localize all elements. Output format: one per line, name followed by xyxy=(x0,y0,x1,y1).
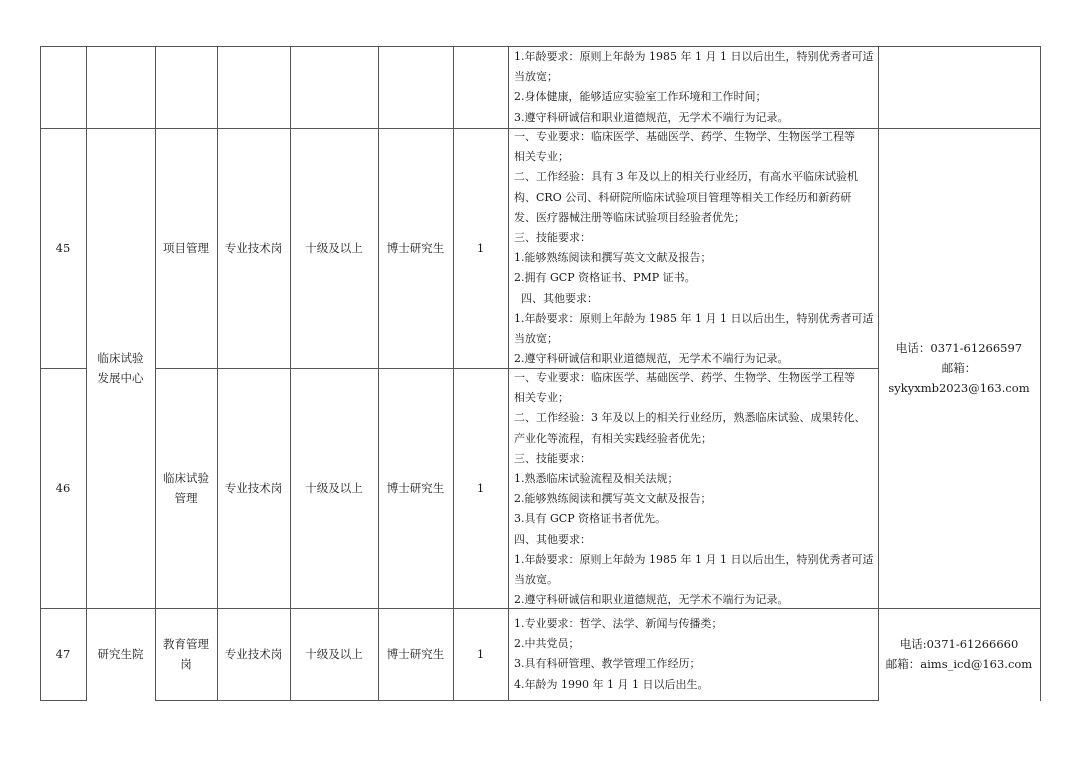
position-level: 十级及以上 xyxy=(305,241,363,255)
position-name xyxy=(155,128,217,368)
requirement-line: 二、工作经验：3 年及以上的相关行业经历，熟悉临床试验、成果转化、 xyxy=(514,411,866,425)
requirement-line: 1.专业要求：哲学、法学、新闻与传播类； xyxy=(514,617,723,630)
requirement-line: 相关专业； xyxy=(514,391,569,405)
requirement-line: 当放宽。 xyxy=(514,572,558,586)
requirement-line: 4.年龄为 1990 年 1 月 1 日以后出生。 xyxy=(514,677,709,691)
requirement-line: 3.遵守科研诚信和职业道德规范，无学术不端行为记录。 xyxy=(514,110,789,124)
department-name-line: 临床试验 xyxy=(97,351,144,365)
requirement-line: 一、专业要求：临床医学、基础医学、药学、生物学、生物医学工程等 xyxy=(514,130,855,143)
requirement-line: 1.年龄要求：原则上年龄为 1985 年 1 月 1 日以后出生，特别优秀者可适 xyxy=(514,311,874,325)
contact-phone: 电话：0371-61266597 xyxy=(895,341,1023,355)
contact-email: 邮箱：sykyxmb2023@163.com xyxy=(888,361,1030,395)
department-name xyxy=(86,128,155,608)
requirement-line: 一、专业要求：临床医学、基础医学、药学、生物学、生物医学工程等 xyxy=(514,371,855,384)
table-bottom-border xyxy=(40,700,86,701)
position-name-line: 岗 xyxy=(180,657,192,671)
requirement-line: 3.具有 GCP 资格证书者优先。 xyxy=(514,512,667,526)
row-number: 45 xyxy=(55,241,71,255)
department-name: 研究生院 xyxy=(97,647,144,661)
education-requirement: 博士研究生 xyxy=(386,647,445,661)
requirements-cell xyxy=(514,47,873,128)
requirement-line: 产业化等流程，有相关实践经验者优先； xyxy=(514,431,712,445)
requirement-line: 二、工作经验：具有 3 年及以上的相关行业经历，有高水平临床试验机 xyxy=(514,170,858,184)
requirement-line: 三、技能要求： xyxy=(514,230,591,244)
requirement-line: 2.身体健康，能够适应实验室工作环境和工作时间； xyxy=(514,90,767,104)
requirement-line: 2.遵守科研诚信和职业道德规范，无学术不端行为记录。 xyxy=(514,593,789,607)
requirement-line: 2.拥有 GCP 资格证书、PMP 证书。 xyxy=(514,271,696,285)
column-divider xyxy=(1040,46,1041,701)
requirement-line: 1.年龄要求：原则上年龄为 1985 年 1 月 1 日以后出生，特别优秀者可适 xyxy=(514,50,874,63)
position-name xyxy=(155,608,217,700)
headcount: 1 xyxy=(476,647,485,661)
contact-phone: 电话:0371-61266660 xyxy=(899,637,1019,651)
position-name xyxy=(155,368,217,608)
position-type: 专业技术岗 xyxy=(224,481,283,495)
requirement-line: 2.能够熟练阅读和撰写英文文献及报告； xyxy=(514,492,712,506)
position-name-line: 教育管理 xyxy=(163,637,209,651)
education-requirement: 博士研究生 xyxy=(386,481,445,495)
position-type: 专业技术岗 xyxy=(224,241,283,255)
requirement-line: 1.能够熟练阅读和撰写英文文献及报告； xyxy=(514,251,712,265)
requirements-cell xyxy=(514,127,873,369)
requirements-cell xyxy=(514,368,873,610)
headcount: 1 xyxy=(476,481,485,495)
department-name-line: 发展中心 xyxy=(97,371,144,385)
requirement-line: 当放宽； xyxy=(514,70,558,84)
requirement-line: 2.遵守科研诚信和职业道德规范，无学术不端行为记录。 xyxy=(514,352,789,366)
position-name-line: 管理 xyxy=(174,491,198,505)
requirement-line: 2.中共党员； xyxy=(514,637,580,651)
requirement-line: 当放宽； xyxy=(514,331,558,345)
requirement-line: 3.具有科研管理、教学管理工作经历； xyxy=(514,657,701,671)
headcount: 1 xyxy=(476,241,485,255)
row-number: 46 xyxy=(55,481,71,495)
requirements-cell xyxy=(514,614,723,695)
requirement-line: 相关专业； xyxy=(514,150,569,164)
contact-info xyxy=(878,608,1040,700)
requirement-line: 三、技能要求： xyxy=(514,451,591,465)
contact-email: 邮箱：aims_icd@163.com xyxy=(885,657,1033,671)
requirement-line: 四、其他要求： xyxy=(514,532,591,546)
requirement-line: 发、医疗器械注册等临床试验项目经验者优先； xyxy=(514,210,745,224)
position-name-line: 临床试验 xyxy=(163,471,209,485)
requirement-line: 1.熟悉临床试验流程及相关法规； xyxy=(514,471,679,485)
table-bottom-border xyxy=(155,700,878,701)
requirement-line: 构、CRO 公司、科研院所临床试验项目管理等相关工作经历和新药研 xyxy=(514,190,852,204)
contact-info xyxy=(878,128,1040,608)
position-level: 十级及以上 xyxy=(305,647,363,661)
position-level: 十级及以上 xyxy=(305,481,363,495)
position-name-line: 项目管理 xyxy=(163,241,209,255)
requirement-line: 四、其他要求： xyxy=(514,291,598,305)
position-type: 专业技术岗 xyxy=(224,647,283,661)
education-requirement: 博士研究生 xyxy=(386,241,445,255)
row-number: 47 xyxy=(55,647,71,661)
column-divider xyxy=(508,46,509,701)
requirement-line: 1.年龄要求：原则上年龄为 1985 年 1 月 1 日以后出生，特别优秀者可适 xyxy=(514,552,874,566)
